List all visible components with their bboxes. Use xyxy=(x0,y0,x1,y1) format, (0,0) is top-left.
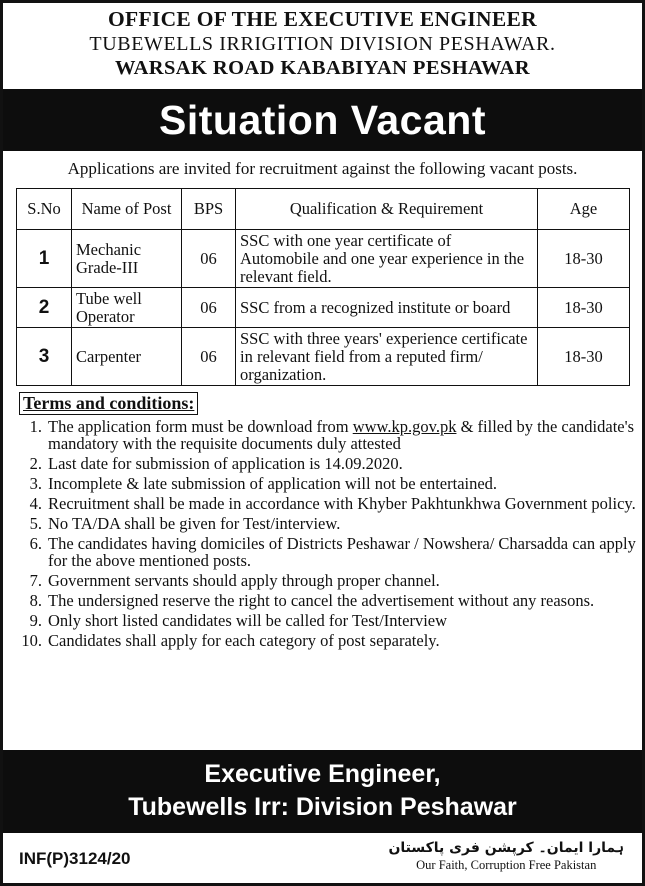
list-item xyxy=(18,535,642,569)
row-bps: 06 xyxy=(182,288,236,328)
table-row xyxy=(17,230,630,288)
term-number: 5. xyxy=(29,514,42,533)
list-item xyxy=(18,455,642,472)
office-header xyxy=(3,3,642,80)
term-text: Only short listed candidates will be called for Test/Interview xyxy=(48,611,448,630)
terms-heading: Terms and conditions: xyxy=(19,392,198,415)
signatory-line-2: Tubewells Irr: Division Peshawar xyxy=(128,793,517,821)
row-bps: 06 xyxy=(182,230,236,288)
intro-text: Applications are invited for recruitment against the following vacant posts. xyxy=(67,159,578,178)
header-qualification: Qualification & Requirement xyxy=(236,189,538,230)
term-text: The undersigned reserve the right to cancel the advertisement without any reasons. xyxy=(48,591,595,610)
header-line-2: TUBEWELLS IRRIGITION DIVISION PESHAWAR. xyxy=(89,33,556,55)
term-number: 9. xyxy=(29,611,42,630)
slogan xyxy=(388,839,624,873)
table-row xyxy=(17,288,630,328)
row-post: Tube well Operator xyxy=(72,288,182,328)
header-bps: BPS xyxy=(182,189,236,230)
row-post: Carpenter xyxy=(72,328,182,386)
row-sno: 2 xyxy=(17,288,72,328)
row-qualification: SSC with three years' experience certificate in relevant field from a reputed firm/ organization. xyxy=(236,328,538,386)
term-text-part: & filled by the candidate's mandatory with the requisite documents duly attested xyxy=(48,417,634,453)
term-text: The candidates having domiciles of Districts Peshawar / Nowshera/ Charsadda can apply for the above mentioned posts. xyxy=(48,534,636,570)
header-name-of-post: Name of Post xyxy=(72,189,182,230)
signatory-line-1: Executive Engineer, xyxy=(204,760,441,788)
term-text: No TA/DA shall be given for Test/interview. xyxy=(48,514,341,533)
header-age: Age xyxy=(538,189,630,230)
term-text xyxy=(48,418,642,452)
row-qualification: SSC with one year certificate of Automobile and one year experience in the relevant field. xyxy=(236,230,538,288)
header-line-1: OFFICE OF THE EXECUTIVE ENGINEER xyxy=(108,7,537,31)
term-text: Incomplete & late submission of application will not be entertained. xyxy=(48,474,498,493)
term-text-part: The application form must be download from xyxy=(48,417,353,436)
row-sno: 3 xyxy=(17,328,72,386)
row-bps: 06 xyxy=(182,328,236,386)
term-number: 10. xyxy=(21,631,42,650)
term-number: 4. xyxy=(29,494,42,513)
row-age: 18-30 xyxy=(538,328,630,386)
list-item xyxy=(18,515,642,532)
list-item xyxy=(18,592,642,609)
terms-list xyxy=(3,418,642,649)
term-text: Last date for submission of application is 14.09.2020. xyxy=(48,454,403,473)
list-item xyxy=(18,475,642,492)
term-text: Government servants should apply through proper channel. xyxy=(48,571,440,590)
term-number: 8. xyxy=(29,591,42,610)
signatory-banner xyxy=(3,750,642,833)
header-line-3: WARSAK ROAD KABABIYAN PESHAWAR xyxy=(114,57,531,79)
list-item xyxy=(18,418,642,452)
list-item xyxy=(18,495,642,512)
term-text: Candidates shall apply for each category of post separately. xyxy=(48,631,440,650)
reference-number: INF(P)3124/20 xyxy=(19,849,131,868)
situation-vacant-banner: Situation Vacant xyxy=(3,89,642,151)
term-number: 1. xyxy=(29,417,42,436)
term-text: Recruitment shall be made in accordance with Khyber Pakhtunkhwa Government policy. xyxy=(48,494,636,513)
row-age: 18-30 xyxy=(538,230,630,288)
term-number: 2. xyxy=(29,454,42,473)
header-sno: S.No xyxy=(17,189,72,230)
table-row xyxy=(17,328,630,386)
list-item xyxy=(18,572,642,589)
term-number: 3. xyxy=(29,474,42,493)
row-qualification: SSC from a recognized institute or board xyxy=(236,288,538,328)
list-item xyxy=(18,632,642,649)
term-number: 6. xyxy=(29,534,42,553)
row-post: Mechanic Grade-III xyxy=(72,230,182,288)
list-item xyxy=(18,612,642,629)
row-sno: 1 xyxy=(17,230,72,288)
slogan-english: Our Faith, Corruption Free Pakistan xyxy=(416,858,597,872)
row-age: 18-30 xyxy=(538,288,630,328)
term-number: 7. xyxy=(29,571,42,590)
table-header-row xyxy=(17,189,630,230)
slogan-urdu: ہمارا ایمان۔ کرپشن فری پاکستان xyxy=(388,840,624,856)
vacant-posts-table xyxy=(16,188,630,386)
kp-gov-link[interactable]: www.kp.gov.pk xyxy=(352,417,457,436)
